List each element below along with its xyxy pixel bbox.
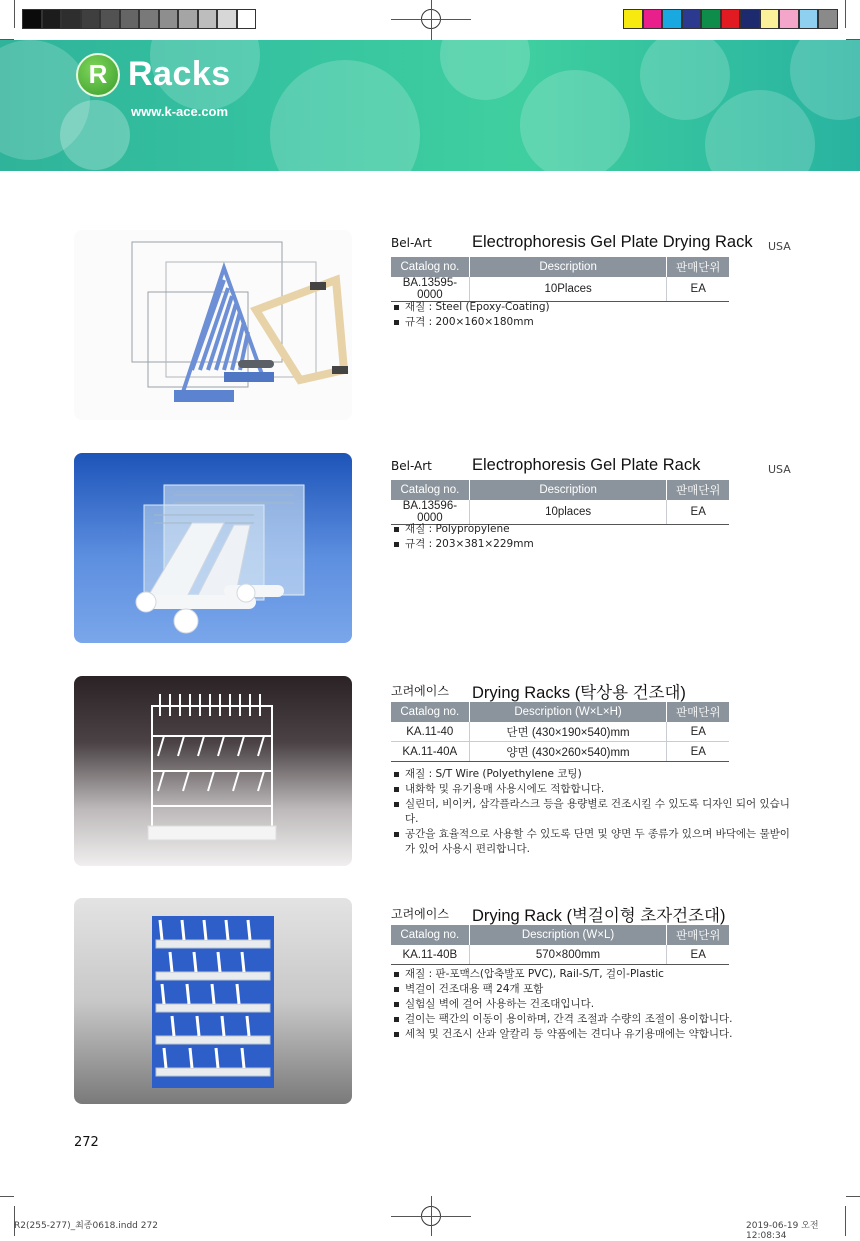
table-header-row	[391, 702, 729, 722]
drying-rack-illustration	[74, 230, 352, 420]
column-header: 판매단위	[667, 480, 729, 500]
registration-line	[431, 0, 432, 40]
table-header-row	[391, 257, 729, 277]
color-swatch	[623, 9, 643, 29]
gray-swatch	[22, 9, 42, 29]
catalog-table	[391, 702, 729, 762]
note-item: 재질 : 판-포맥스(압축발포 PVC), Rail-S/T, 걸이-Plastic	[393, 967, 793, 982]
product-origin: USA	[768, 240, 791, 253]
column-header: Description (W×L)	[469, 925, 667, 945]
column-header: Catalog no.	[391, 480, 469, 500]
crop-mark	[0, 1196, 14, 1197]
color-swatch	[662, 9, 682, 29]
note-item: 벽걸이 건조대용 팩 24개 포함	[393, 982, 793, 997]
banner-bubble	[705, 90, 815, 171]
footer-timestamp: 2019-06-19 오전 12:08:34	[746, 1221, 819, 1241]
registration-line	[431, 1196, 432, 1236]
product-notes	[393, 967, 793, 1042]
catalog-number-cell: KA.11-40B	[391, 945, 469, 965]
gray-swatch	[139, 9, 159, 29]
column-header: Description (W×L×H)	[469, 702, 667, 722]
product-title: Electrophoresis Gel Plate Rack	[472, 456, 701, 474]
table-row	[391, 722, 729, 742]
note-item: 규격 : 200×160×180mm	[393, 315, 793, 330]
crop-mark	[14, 0, 15, 28]
catalog-number-cell: BA.13596-0000	[391, 500, 469, 525]
product-image-gel-plate-rack	[74, 453, 352, 643]
gray-swatch	[217, 9, 237, 29]
description-cell: 10places	[469, 500, 667, 525]
column-header: 판매단위	[667, 702, 729, 722]
note-item: 재질 : Steel (Epoxy-Coating)	[393, 300, 793, 315]
website-url: www.k-ace.com	[131, 104, 229, 119]
wall-rack-illustration	[74, 898, 352, 1104]
cmyk-color-bar	[623, 9, 838, 29]
product-notes	[393, 767, 793, 857]
gray-swatch	[42, 9, 62, 29]
note-item: 세척 및 건조시 산과 알칼리 등 약품에는 견디나 유기용매에는 약합니다.	[393, 1027, 793, 1042]
color-swatch	[799, 9, 819, 29]
product-image-gel-plate-drying-rack	[74, 230, 352, 420]
unit-cell: EA	[667, 277, 729, 302]
banner-bubble	[440, 40, 530, 100]
color-swatch	[740, 9, 760, 29]
catalog-number-cell: KA.11-40	[391, 722, 469, 742]
gray-swatch	[198, 9, 218, 29]
gray-swatch	[61, 9, 81, 29]
product-image-wall-drying-rack	[74, 898, 352, 1104]
product-image-drying-racks	[74, 676, 352, 866]
product-title: Drying Rack (벽걸이형 초자건조대)	[472, 907, 726, 925]
note-item: 공간을 효율적으로 사용할 수 있도록 단면 및 양면 두 종류가 있으며 바닥에는 물받이가 있어 사용시 편리합니다.	[393, 827, 793, 857]
description-cell: 570×800mm	[469, 945, 667, 965]
note-item: 실험실 벽에 걸어 사용하는 건조대입니다.	[393, 997, 793, 1012]
wire-drying-rack-illustration	[74, 676, 352, 866]
gray-swatch	[120, 9, 140, 29]
color-swatch	[779, 9, 799, 29]
note-item: 재질 : S/T Wire (Polyethylene 코팅)	[393, 767, 793, 782]
column-header: Description	[469, 480, 667, 500]
catalog-table	[391, 480, 729, 525]
product-title: Drying Racks (탁상용 건조대)	[472, 684, 686, 702]
color-swatch	[682, 9, 702, 29]
product-brand: Bel-Art	[391, 459, 432, 473]
gel-plate-rack-illustration	[74, 453, 352, 643]
note-item: 규격 : 203×381×229mm	[393, 537, 793, 552]
column-header: 판매단위	[667, 257, 729, 277]
note-item: 내화학 및 유기용매 사용시에도 적합합니다.	[393, 782, 793, 797]
color-swatch	[721, 9, 741, 29]
unit-cell: EA	[667, 500, 729, 525]
catalog-number-cell: BA.13595-0000	[391, 277, 469, 302]
description-cell: 양면 (430×260×540)mm	[469, 742, 667, 762]
footer-filename: R2(255-277)_최종0618.indd 272	[14, 1221, 158, 1231]
gray-swatch	[237, 9, 257, 29]
product-notes	[393, 522, 793, 552]
product-brand: Bel-Art	[391, 236, 432, 250]
table-row	[391, 277, 729, 302]
color-swatch	[701, 9, 721, 29]
catalog-number-cell: KA.11-40A	[391, 742, 469, 762]
banner-bubble	[640, 40, 730, 120]
table-header-row	[391, 925, 729, 945]
gray-swatch	[159, 9, 179, 29]
section-letter-badge: R	[76, 53, 120, 97]
crop-mark	[846, 1196, 860, 1197]
catalog-table	[391, 257, 729, 302]
column-header: Description	[469, 257, 667, 277]
product-brand: 고려에이스	[391, 907, 449, 921]
banner-bubble	[520, 70, 630, 171]
gray-color-bar	[22, 9, 256, 29]
unit-cell: EA	[667, 722, 729, 742]
column-header: Catalog no.	[391, 257, 469, 277]
column-header: 판매단위	[667, 925, 729, 945]
catalog-table	[391, 925, 729, 965]
product-origin: USA	[768, 463, 791, 476]
gray-swatch	[81, 9, 101, 29]
unit-cell: EA	[667, 742, 729, 762]
section-title: Racks	[128, 55, 231, 93]
unit-cell: EA	[667, 945, 729, 965]
column-header: Catalog no.	[391, 925, 469, 945]
description-cell: 단면 (430×190×540)mm	[469, 722, 667, 742]
gray-swatch	[178, 9, 198, 29]
note-item: 재질 : Polypropylene	[393, 522, 793, 537]
table-row	[391, 945, 729, 965]
color-swatch	[818, 9, 838, 29]
note-item: 실린더, 비이커, 삼각플라스크 등을 용량별로 건조시킬 수 있도록 디자인 되어 있습니다.	[393, 797, 793, 827]
table-row	[391, 742, 729, 762]
note-item: 걸이는 팩간의 이동이 용이하며, 간격 조절과 수량의 조절이 용이합니다.	[393, 1012, 793, 1027]
color-swatch	[760, 9, 780, 29]
product-notes	[393, 300, 793, 330]
gray-swatch	[100, 9, 120, 29]
page-number: 272	[74, 1135, 99, 1150]
banner-bubble	[60, 100, 130, 170]
banner-bubble	[270, 60, 420, 171]
product-brand: 고려에이스	[391, 684, 449, 698]
crop-mark	[845, 0, 846, 28]
description-cell: 10Places	[469, 277, 667, 302]
color-swatch	[643, 9, 663, 29]
column-header: Catalog no.	[391, 702, 469, 722]
product-title: Electrophoresis Gel Plate Drying Rack	[472, 233, 753, 251]
table-row	[391, 500, 729, 525]
table-header-row	[391, 480, 729, 500]
